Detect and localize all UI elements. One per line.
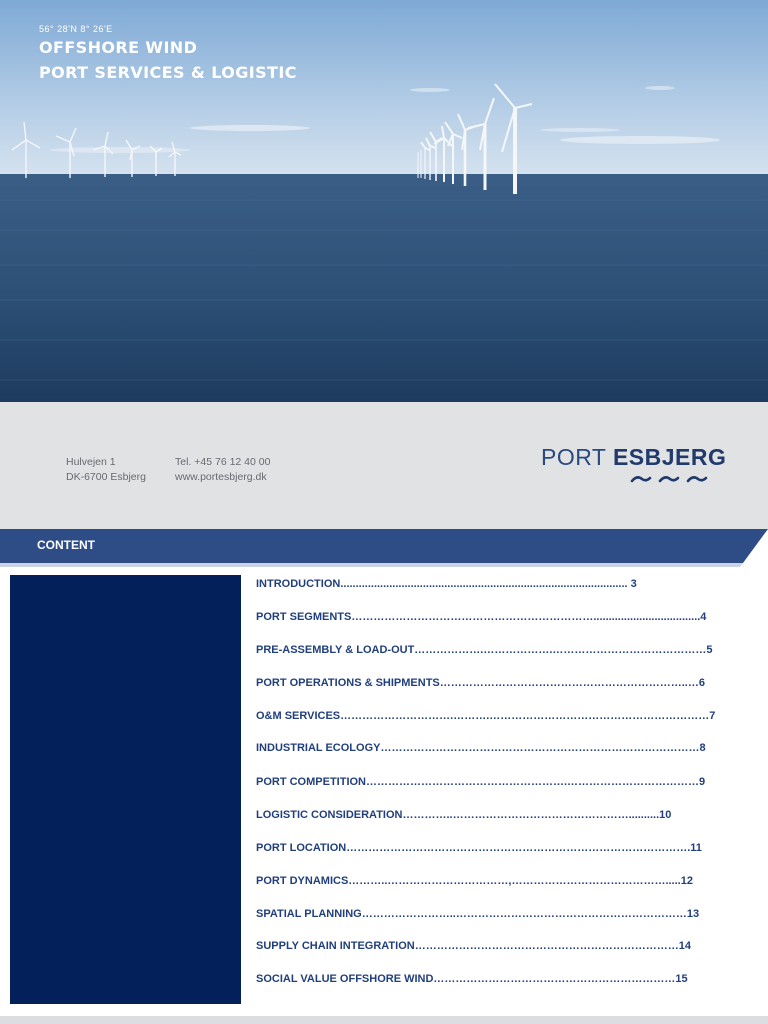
content-heading: CONTENT [37, 538, 95, 552]
offshore-wind-farm-photo [0, 0, 768, 402]
toc-entry-introduction[interactable]: INTRODUCTION.............................................................................................. 3 [256, 578, 637, 590]
toc-entry-logistic-consideration[interactable]: LOGISTIC CONSIDERATION…………..…………………………………………..........10 [256, 809, 672, 821]
logo-word-esbjerg: ESBJERG [612, 444, 727, 470]
coordinates-label: 56° 28'N 8° 26'E [39, 24, 113, 34]
toc-entry-port-operations[interactable]: PORT OPERATIONS & SHIPMENTS…………………………………………………………..…6 [256, 677, 705, 689]
toc-entry-port-dynamics[interactable]: PORT DYNAMICS………..……………………………,…………………………………….....12 [256, 875, 693, 887]
content-section-bar [0, 529, 768, 567]
port-esbjerg-logo [541, 444, 726, 471]
logo-wordmark [541, 444, 726, 471]
toc-entry-social-value[interactable]: SOCIAL VALUE OFFSHORE WIND…………………………………………………………15 [256, 973, 688, 985]
title-line-1: OFFSHORE WIND [39, 38, 198, 57]
navy-panel [10, 575, 241, 1004]
toc-entry-spatial-planning[interactable]: SPATIAL PLANNING……………………..………………………………………………………13 [256, 908, 700, 920]
title-line-2: PORT SERVICES & LOGISTIC [39, 63, 297, 82]
toc-entry-industrial-ecology[interactable]: INDUSTRIAL ECOLOGY……………………………………………………………………………8 [256, 742, 706, 754]
phone-number: Tel. +45 76 12 40 00 [175, 456, 271, 468]
address-line-1: Hulvejen 1 [66, 456, 116, 468]
address-block [66, 455, 146, 485]
content-bar-shape [0, 529, 768, 567]
logo-word-port: PORT [541, 444, 607, 470]
toc-entry-port-segments[interactable]: PORT SEGMENTS…………………………………………………………...................................4 [256, 611, 707, 623]
toc-entry-port-competition[interactable]: PORT COMPETITION……………………………………………….………………………………9 [256, 776, 706, 788]
contact-band [0, 402, 768, 530]
toc-entry-supply-chain[interactable]: SUPPLY CHAIN INTEGRATION………………………………………………………………14 [256, 940, 691, 952]
hero-photo [0, 0, 768, 402]
address-line-2: DK-6700 Esbjerg [66, 471, 146, 483]
bottom-strip [0, 1016, 768, 1024]
website-link[interactable]: www.portesbjerg.dk [175, 471, 267, 483]
toc-entry-port-location[interactable]: PORT LOCATION………………………………………………………………………………….11 [256, 842, 702, 854]
toc-entry-om-services[interactable]: O&M SERVICES………………………….……….……………………………………………………7 [256, 710, 716, 722]
contact-block [175, 455, 270, 485]
wave-logo-icon [629, 473, 713, 485]
toc-entry-pre-assembly[interactable]: PRE-ASSEMBLY & LOAD-OUT……………….……………….……………………………………5 [256, 644, 713, 656]
